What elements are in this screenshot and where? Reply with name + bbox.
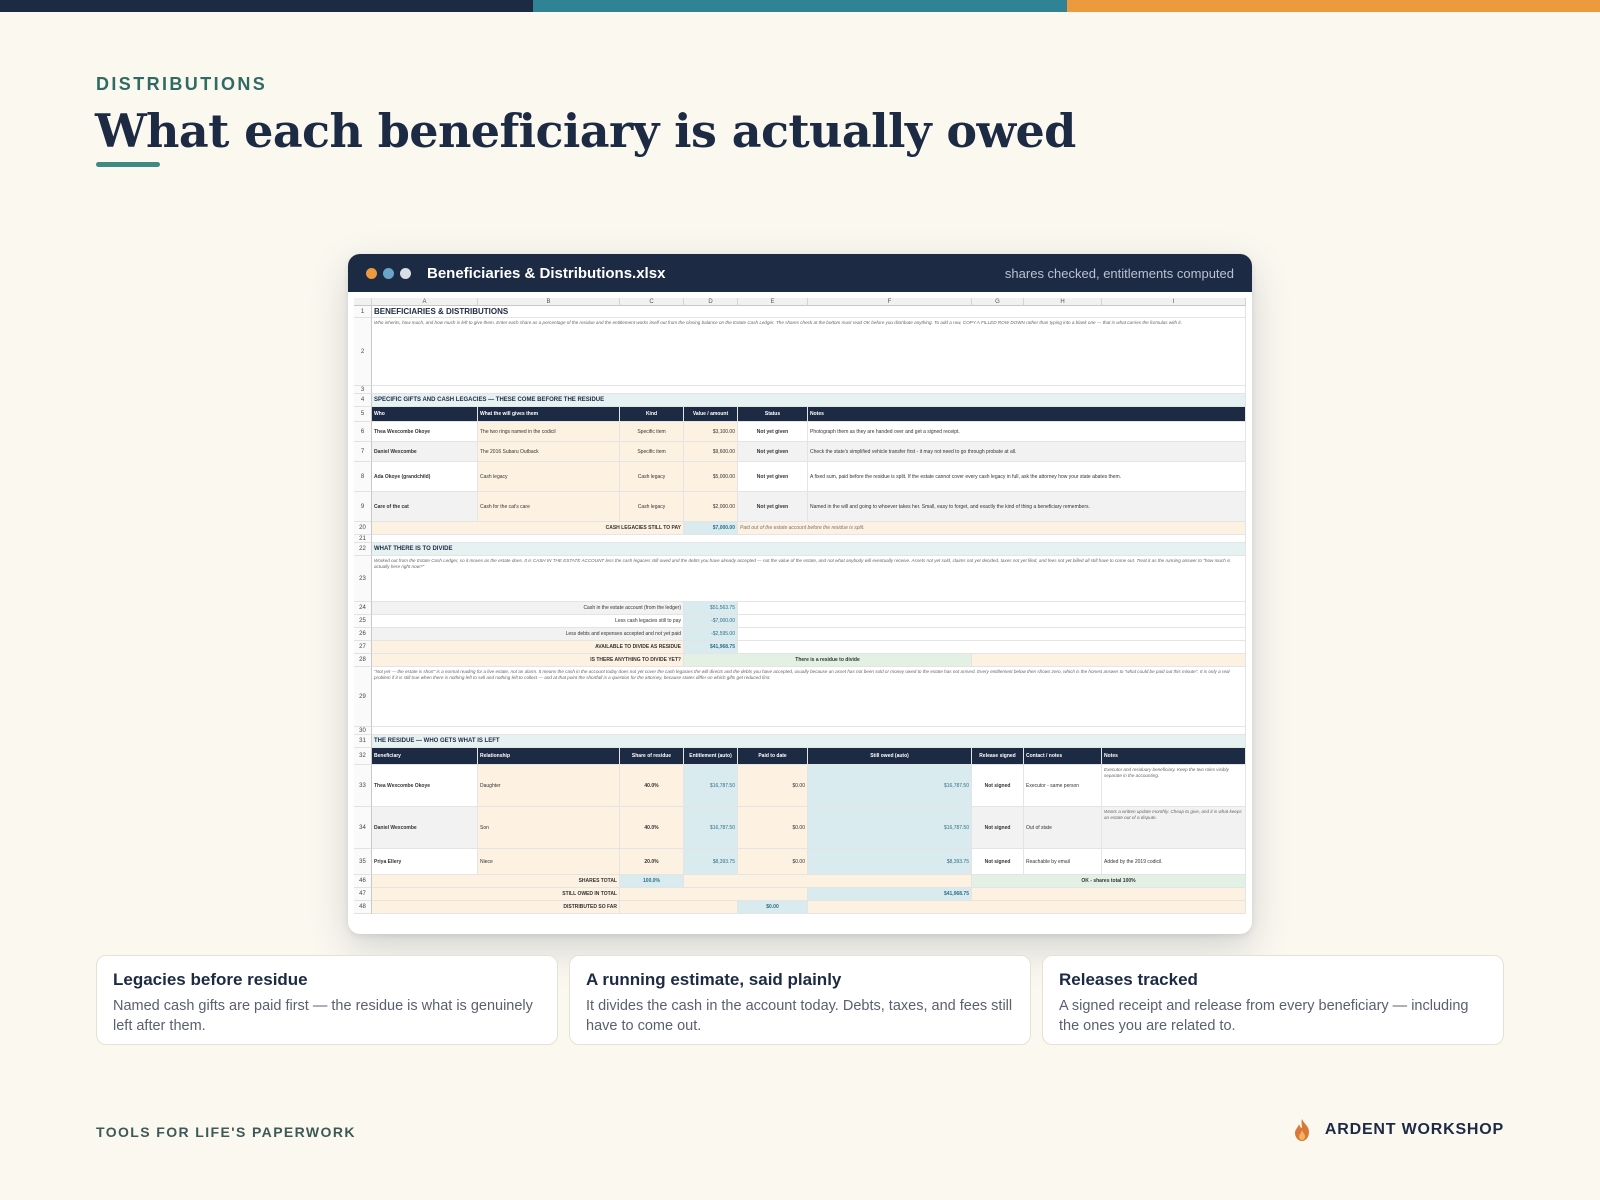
- row-number: 8: [354, 462, 372, 492]
- window-minimize-dot[interactable]: [383, 268, 394, 279]
- window-filename: Beneficiaries & Distributions.xlsx: [427, 264, 666, 282]
- gift-what[interactable]: Cash legacy: [478, 462, 620, 492]
- sheet-row: [354, 654, 1246, 667]
- beneficiary-share[interactable]: 40.0%: [620, 765, 684, 807]
- blank-cell[interactable]: [372, 535, 1246, 543]
- top-bar-orange: [1067, 0, 1600, 12]
- row-number: 3: [354, 386, 372, 394]
- beneficiary-row: [354, 849, 1246, 875]
- sheet-row: [354, 735, 1246, 748]
- gift-notes[interactable]: Photograph them as they are handed over and get a signed receipt.: [808, 422, 1246, 442]
- row-number: 27: [354, 641, 372, 654]
- divide-value[interactable]: $51,563.75: [684, 602, 738, 615]
- header-owed[interactable]: Still owed (auto): [808, 748, 972, 765]
- blank-cell[interactable]: [738, 628, 1246, 641]
- beneficiary-contact[interactable]: Out of state: [1024, 807, 1102, 849]
- card-body: It divides the cash in the account today. Debts, taxes, and fees still have to come out.: [586, 998, 1013, 1034]
- gift-kind[interactable]: Specific item: [620, 422, 684, 442]
- row-number: 1: [354, 306, 372, 318]
- footer-tagline: TOOLS FOR LIFE'S PAPERWORK: [96, 1124, 356, 1140]
- section-gifts-heading[interactable]: SPECIFIC GIFTS AND CASH LEGACIES — THESE COME BEFORE THE RESIDUE: [372, 394, 1246, 407]
- gift-row: [354, 442, 1246, 462]
- gift-status[interactable]: Not yet given: [738, 422, 808, 442]
- row-number: 35: [354, 849, 372, 875]
- gift-status[interactable]: Not yet given: [738, 492, 808, 522]
- blank-cell[interactable]: [808, 901, 1246, 914]
- blank-cell[interactable]: [738, 615, 1246, 628]
- gift-who[interactable]: Thea Wexcombe Okoye: [372, 422, 478, 442]
- header-release[interactable]: Release signed: [972, 748, 1024, 765]
- beneficiary-owed[interactable]: $8,393.75: [808, 849, 972, 875]
- row-number: 23: [354, 556, 372, 602]
- totals-row: [354, 875, 1246, 888]
- gift-who[interactable]: Ada Okoye (grandchild): [372, 462, 478, 492]
- gift-row: [354, 492, 1246, 522]
- beneficiary-notes[interactable]: Wants a written update monthly. Cheap to give, and it is what keeps an estate out of a dispute.: [1102, 807, 1246, 849]
- blank-cell[interactable]: [738, 641, 1246, 654]
- shares-total-value[interactable]: 100.0%: [620, 875, 684, 888]
- divide-row: [354, 641, 1246, 654]
- blank-cell[interactable]: [620, 901, 738, 914]
- sheet-grid[interactable]: [354, 298, 1246, 928]
- gift-kind[interactable]: Cash legacy: [620, 492, 684, 522]
- corner-cell[interactable]: [354, 298, 372, 306]
- row-number: 46: [354, 875, 372, 888]
- blank-cell[interactable]: [620, 888, 808, 901]
- beneficiary-contact[interactable]: Reachable by email: [1024, 849, 1102, 875]
- beneficiary-relationship[interactable]: Son: [478, 807, 620, 849]
- row-number: 22: [354, 543, 372, 556]
- divide-row: [354, 615, 1246, 628]
- card-title: A running estimate, said plainly: [586, 970, 842, 989]
- beneficiary-release[interactable]: Not signed: [972, 807, 1024, 849]
- divide-row: [354, 628, 1246, 641]
- page-title: What each beneficiary is actually owed: [95, 104, 1076, 158]
- column-header-b[interactable]: B: [478, 298, 620, 306]
- legacies-value[interactable]: $7,000.00: [684, 522, 738, 535]
- beneficiary-release[interactable]: Not signed: [972, 849, 1024, 875]
- distributed-label[interactable]: DISTRIBUTED SO FAR: [372, 901, 620, 914]
- spreadsheet-window: [348, 254, 1252, 934]
- beneficiary-release[interactable]: Not signed: [972, 765, 1024, 807]
- section-divide-heading[interactable]: WHAT THERE IS TO DIVIDE: [372, 543, 1246, 556]
- divide-row: [354, 602, 1246, 615]
- beneficiary-paid[interactable]: $0.00: [738, 849, 808, 875]
- row-number: 6: [354, 422, 372, 442]
- gift-notes[interactable]: A fixed sum, paid before the residue is split. If the estate cannot cover every cash legacy in full, ask the attorney how your state abates them.: [808, 462, 1246, 492]
- row-number: 9: [354, 492, 372, 522]
- beneficiary-paid[interactable]: $0.00: [738, 807, 808, 849]
- gift-value[interactable]: $5,000.00: [684, 462, 738, 492]
- window-close-dot[interactable]: [366, 268, 377, 279]
- feature-card-estimate: [569, 955, 1031, 1045]
- flame-icon: [1291, 1118, 1313, 1142]
- blank-cell[interactable]: [684, 875, 972, 888]
- blank-cell[interactable]: [372, 386, 1246, 394]
- row-number: 34: [354, 807, 372, 849]
- beneficiary-entitlement[interactable]: $16,787.50: [684, 765, 738, 807]
- beneficiary-name[interactable]: Priya Ellery: [372, 849, 478, 875]
- beneficiary-owed[interactable]: $16,787.50: [808, 807, 972, 849]
- gift-row: [354, 462, 1246, 492]
- divide-label[interactable]: Less debts and expenses accepted and not yet paid: [372, 628, 684, 641]
- header-paid[interactable]: Paid to date: [738, 748, 808, 765]
- window-maximize-dot[interactable]: [400, 268, 411, 279]
- legacies-label[interactable]: CASH LEGACIES STILL TO PAY: [372, 522, 684, 535]
- beneficiary-name[interactable]: Daniel Wexcombe: [372, 807, 478, 849]
- header-relationship[interactable]: Relationship: [478, 748, 620, 765]
- sheet-row: [354, 667, 1246, 727]
- divide-value[interactable]: $41,968.75: [684, 641, 738, 654]
- header-share[interactable]: Share of residue: [620, 748, 684, 765]
- row-number: 28: [354, 654, 372, 667]
- card-body: A signed receipt and release from every beneficiary — including the ones you are related to.: [1059, 998, 1469, 1034]
- beneficiary-name[interactable]: Thea Wexcombe Okoye: [372, 765, 478, 807]
- gift-what[interactable]: Cash for the cat's care: [478, 492, 620, 522]
- beneficiary-notes[interactable]: Executor and residuary beneficiary. Keep the two roles visibly separate in the accounting.: [1102, 765, 1246, 807]
- row-number: 48: [354, 901, 372, 914]
- gift-what[interactable]: The two rings named in the codicil: [478, 422, 620, 442]
- gift-notes[interactable]: Check the state's simplified vehicle transfer first - it may not need to go through probate at all.: [808, 442, 1246, 462]
- blank-cell[interactable]: [972, 888, 1246, 901]
- residue-question[interactable]: IS THERE ANYTHING TO DIVIDE YET?: [372, 654, 684, 667]
- beneficiary-row: [354, 807, 1246, 849]
- gift-value[interactable]: $2,000.00: [684, 492, 738, 522]
- gift-value[interactable]: $3,100.00: [684, 422, 738, 442]
- column-header-h[interactable]: H: [1024, 298, 1102, 306]
- header-contact[interactable]: Contact / notes: [1024, 748, 1102, 765]
- beneficiary-notes[interactable]: Added by the 2019 codicil.: [1102, 849, 1246, 875]
- gift-status[interactable]: Not yet given: [738, 442, 808, 462]
- owed-total-value[interactable]: $41,968.75: [808, 888, 972, 901]
- gift-value[interactable]: $9,600.00: [684, 442, 738, 462]
- divide-note[interactable]: Worked out from the Estate Cash Ledger, so it moves as the estate does. It is CASH IN THE ESTATE ACCOUNT less the cash legacies still owed and the debts you have already accepted — not the value of the estate, and not what anybody will eventually receive. Assets not yet sold, claims not yet decided, taxes not yet filed, and fees not yet billed all still have to come out. Treat it as the running answer to "how much is actually here right now?": [372, 556, 1246, 602]
- brand-logo: [1291, 1118, 1504, 1142]
- header-entitlement[interactable]: Entitlement (auto): [684, 748, 738, 765]
- row-number: 26: [354, 628, 372, 641]
- row-number: 2: [354, 318, 372, 386]
- column-header-c[interactable]: C: [620, 298, 684, 306]
- beneficiary-relationship[interactable]: Daughter: [478, 765, 620, 807]
- totals-row: [354, 901, 1246, 914]
- top-bar-navy: [0, 0, 533, 12]
- divide-value[interactable]: -$7,000.00: [684, 615, 738, 628]
- header-beneficiary[interactable]: Beneficiary: [372, 748, 478, 765]
- row-number: 21: [354, 535, 372, 543]
- divide-label[interactable]: Cash in the estate account (from the ledger): [372, 602, 684, 615]
- header-who[interactable]: Who: [372, 407, 478, 422]
- row-number: 29: [354, 667, 372, 727]
- beneficiary-entitlement[interactable]: $16,787.50: [684, 807, 738, 849]
- row-number: 33: [354, 765, 372, 807]
- blank-cell[interactable]: [738, 602, 1246, 615]
- totals-row: [354, 888, 1246, 901]
- beneficiary-entitlement[interactable]: $8,393.75: [684, 849, 738, 875]
- gift-notes[interactable]: Named in the will and going to whoever takes her. Small, easy to forget, and exactly the kind of thing a beneficiary remembers.: [808, 492, 1246, 522]
- header-what[interactable]: What the will gives them: [478, 407, 620, 422]
- owed-total-label[interactable]: STILL OWED IN TOTAL: [372, 888, 620, 901]
- sheet-row: [354, 543, 1246, 556]
- residue-note[interactable]: "Not yet — the estate is short" is a normal reading for a live estate, not an alarm. It means the cash in the account today does not yet cover the cash legacies the will directs and the debts you have accepted, usually because an asset has not been sold or money owed to the estate has not arrived. Every entitlement below then shows zero, which is the honest answer to "what could be paid out this minute". It is only a real problem if it is still true when there is nothing left to sell and nothing left to collect — and at that point the shortfall is a question for the attorney, because states differ on which gifts get reduced first.: [372, 667, 1246, 727]
- legacies-note[interactable]: Paid out of the estate account before the residue is split.: [738, 522, 1246, 535]
- beneficiary-owed[interactable]: $16,787.50: [808, 765, 972, 807]
- header-res-notes[interactable]: Notes: [1102, 748, 1246, 765]
- row-number: 7: [354, 442, 372, 462]
- divide-label[interactable]: Less cash legacies still to pay: [372, 615, 684, 628]
- row-number: 24: [354, 602, 372, 615]
- sheet-row: [354, 556, 1246, 602]
- beneficiary-paid[interactable]: $0.00: [738, 765, 808, 807]
- card-body: Named cash gifts are paid first — the residue is what is genuinely left after them.: [113, 998, 533, 1034]
- header-status[interactable]: Status: [738, 407, 808, 422]
- column-header-i[interactable]: I: [1102, 298, 1246, 306]
- card-title: Legacies before residue: [113, 970, 308, 989]
- header-notes[interactable]: Notes: [808, 407, 1246, 422]
- sheet-row: [354, 535, 1246, 543]
- blank-cell[interactable]: [972, 654, 1246, 667]
- beneficiary-contact[interactable]: Executor - same person: [1024, 765, 1102, 807]
- row-number: 47: [354, 888, 372, 901]
- row-number: 31: [354, 735, 372, 748]
- residue-header-row: [354, 748, 1246, 765]
- feature-card-releases: [1042, 955, 1504, 1045]
- card-title: Releases tracked: [1059, 970, 1198, 989]
- gift-status[interactable]: Not yet given: [738, 462, 808, 492]
- column-header-d[interactable]: D: [684, 298, 738, 306]
- top-bar-teal: [533, 0, 1066, 12]
- gift-kind[interactable]: Cash legacy: [620, 462, 684, 492]
- shares-check[interactable]: OK - shares total 100%: [972, 875, 1246, 888]
- window-status: shares checked, entitlements computed: [1004, 265, 1234, 281]
- intro-note[interactable]: Who inherits, how much, and how much is left to give them. Enter each share as a percentage of the residue and the entitlement works itself out from the closing balance on the Estate Cash Ledger. The shares check at the bottom must read OK before you distribute anything. To add a row, COPY A FILLED ROW DOWN rather than typing into a blank one — that is what carries the formulas with it.: [372, 318, 1246, 386]
- column-header-f[interactable]: F: [808, 298, 972, 306]
- gift-who[interactable]: Daniel Wexcombe: [372, 442, 478, 462]
- section-residue-heading[interactable]: THE RESIDUE — WHO GETS WHAT IS LEFT: [372, 735, 1246, 748]
- column-header-a[interactable]: A: [372, 298, 478, 306]
- row-number: 20: [354, 522, 372, 535]
- sheet-row: [354, 522, 1246, 535]
- gift-kind[interactable]: Specific item: [620, 442, 684, 462]
- row-number: 4: [354, 394, 372, 407]
- sheet-row: [354, 318, 1246, 386]
- sheet-row: [354, 394, 1246, 407]
- window-titlebar: [348, 254, 1252, 292]
- row-number: 5: [354, 407, 372, 422]
- blank-cell[interactable]: [372, 727, 1246, 735]
- row-number: 25: [354, 615, 372, 628]
- gift-who[interactable]: Care of the cat: [372, 492, 478, 522]
- column-header-g[interactable]: G: [972, 298, 1024, 306]
- divide-value[interactable]: -$2,595.00: [684, 628, 738, 641]
- shares-total-label[interactable]: SHARES TOTAL: [372, 875, 620, 888]
- beneficiary-relationship[interactable]: Niece: [478, 849, 620, 875]
- beneficiary-row: [354, 765, 1246, 807]
- gift-row: [354, 422, 1246, 442]
- header-kind[interactable]: Kind: [620, 407, 684, 422]
- row-number: 32: [354, 748, 372, 765]
- top-color-bar: [0, 0, 1600, 12]
- gift-what[interactable]: The 2016 Subaru Outback: [478, 442, 620, 462]
- sheet-row: [354, 306, 1246, 318]
- sheet-row: [354, 386, 1246, 394]
- section-eyebrow: DISTRIBUTIONS: [96, 74, 268, 94]
- divide-label[interactable]: AVAILABLE TO DIVIDE AS RESIDUE: [372, 641, 684, 654]
- title-underline: [96, 162, 160, 167]
- row-number: 30: [354, 727, 372, 735]
- column-header-e[interactable]: E: [738, 298, 808, 306]
- sheet-title[interactable]: BENEFICIARIES & DISTRIBUTIONS: [372, 306, 1246, 318]
- header-value[interactable]: Value / amount: [684, 407, 738, 422]
- sheet-row: [354, 727, 1246, 735]
- brand-name: ARDENT WORKSHOP: [1324, 1121, 1504, 1138]
- beneficiary-share[interactable]: 20.0%: [620, 849, 684, 875]
- residue-answer[interactable]: There is a residue to divide: [684, 654, 972, 667]
- distributed-value[interactable]: $0.00: [738, 901, 808, 914]
- beneficiary-share[interactable]: 40.0%: [620, 807, 684, 849]
- gift-header-row: [354, 407, 1246, 422]
- feature-card-legacies: [96, 955, 558, 1045]
